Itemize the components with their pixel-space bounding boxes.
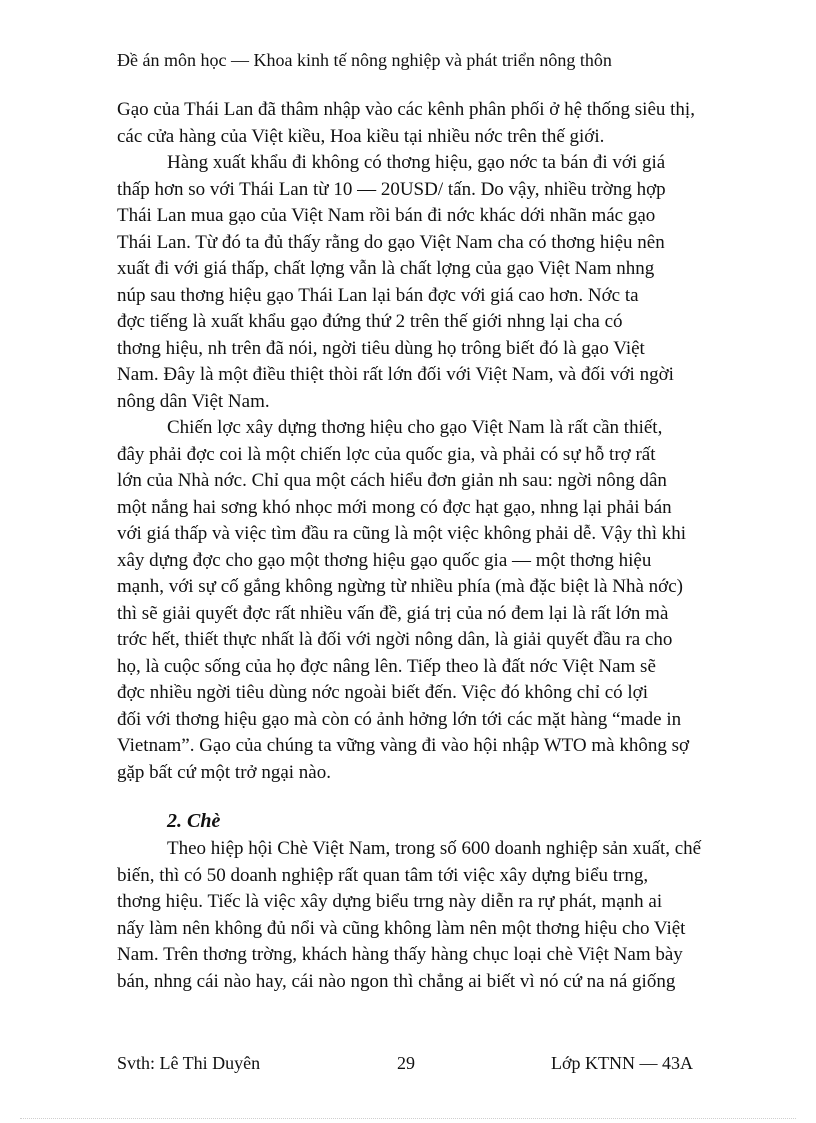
text-line: nông dân Việt Nam. <box>117 390 270 412</box>
text-line: họ, là cuộc sống của họ đợc nâng lên. Tiếp theo là đất nớc Việt Nam sẽ <box>117 655 656 677</box>
text-line: thơng hiệu, nh trên đã nói, ngời tiêu dùng họ trông biết đó là gạo Việt <box>117 337 645 359</box>
section-heading: 2. Chè <box>167 810 221 832</box>
text-line: các cửa hàng của Việt kiều, Hoa kiều tại nhiều nớc trên thế giới. <box>117 125 605 147</box>
text-line: Gạo của Thái Lan đã thâm nhập vào các kênh phân phối ở hệ thống siêu thị, <box>117 99 695 120</box>
text-line: thì sẽ giải quyết đợc rất nhiều vấn đề, giá trị của nó đem lại là rất lớn mà <box>117 602 669 624</box>
paragraph-2 <box>117 150 700 415</box>
text-line: nấy làm nên không đủ nổi và cũng không làm nên một thơng hiệu cho Việt <box>117 917 686 939</box>
text-line: trớc hết, thiết thực nhất là đối với ngời nông dân, là giải quyết đầu ra cho <box>117 629 673 650</box>
text-line: xây dựng đợc cho gạo một thơng hiệu gạo quốc gia — một thơng hiệu <box>117 549 652 571</box>
text-line: Nam. Đây là một điều thiệt thòi rất lớn đối với Việt Nam, và đối với ngời <box>117 364 674 385</box>
footer-class: Lớp KTNN — 43A <box>551 1053 694 1073</box>
paragraph-1 <box>117 97 700 150</box>
running-header: Đề án môn học — Khoa kinh tế nông nghiệp và phát triển nông thôn <box>117 50 612 70</box>
text-line: bán, nhng cái nào hay, cái nào ngon thì chẳng ai biết vì nó cứ na ná giống <box>117 970 676 992</box>
text-line: thơng hiệu. Tiếc là việc xây dựng biểu trng này diễn ra rự phát, mạnh ai <box>117 891 663 912</box>
text-line: biến, thì có 50 doanh nghiệp rất quan tâm tới việc xây dựng biểu trng, <box>117 864 649 886</box>
paragraph-4 <box>117 836 700 995</box>
text-line: một nắng hai sơng khó nhọc mới mong có đợc hạt gạo, nhng lại phải bán <box>117 496 672 518</box>
text-line: gặp bất cứ một trở ngại nào. <box>117 761 331 783</box>
text-line: với giá thấp và việc tìm đầu ra cũng là một việc không phải dễ. Vậy thì khi <box>117 523 686 544</box>
page-body <box>117 97 700 995</box>
text-line: xuất đi với giá thấp, chất lợng vẫn là chất lợng của gạo Việt Nam nhng <box>117 258 655 279</box>
text-line: Thái Lan. Từ đó ta đủ thấy rằng do gạo Việt Nam cha có thơng hiệu nên <box>117 231 665 253</box>
text-line: đợc nhiều ngời tiêu dùng nớc ngoài biết đến. Việc đó không chỉ có lợi <box>117 682 649 703</box>
text-line: đây phải đợc coi là một chiến lợc của quốc gia, và phải có sự hỗ trợ rất <box>117 443 656 465</box>
text-line: thấp hơn so với Thái Lan từ 10 — 20USD/ tấn. Do vậy, nhiều trờng hợp <box>117 178 666 200</box>
text-line: Vietnam”. Gạo của chúng ta vững vàng đi vào hội nhập WTO mà không sợ <box>117 735 690 756</box>
text-line: Hàng xuất khẩu đi không có thơng hiệu, gạo nớc ta bán đi với giá <box>167 152 666 173</box>
paragraph-3 <box>117 415 700 786</box>
footer-student: Svth: Lê Thi Duyên <box>117 1053 261 1073</box>
text-line: mạnh, với sự cố gắng không ngừng từ nhiều phía (mà đặc biệt là Nhà nớc) <box>117 576 683 597</box>
text-line: đợc tiếng là xuất khẩu gạo đứng thứ 2 trên thế giới nhng lại cha có <box>117 311 623 332</box>
text-line: lớn của Nhà nớc. Chỉ qua một cách hiểu đơn giản nh sau: ngời nông dân <box>117 470 667 491</box>
text-line: Chiến lợc xây dựng thơng hiệu cho gạo Việt Nam là rất cần thiết, <box>167 417 663 438</box>
text-line: Theo hiệp hội Chè Việt Nam, trong số 600 doanh nghiệp sản xuất, chế <box>167 838 702 859</box>
page-number: 29 <box>397 1053 415 1073</box>
text-line: Thái Lan mua gạo của Việt Nam rồi bán đi nớc khác dới nhãn mác gạo <box>117 205 656 226</box>
text-line: núp sau thơng hiệu gạo Thái Lan lại bán đợc với giá cao hơn. Nớc ta <box>117 284 639 306</box>
page-edge-divider <box>20 1118 796 1119</box>
text-line: Nam. Trên thơng trờng, khách hàng thấy hàng chục loại chè Việt Nam bày <box>117 944 683 965</box>
text-line: đối với thơng hiệu gạo mà còn có ảnh hởng lớn tới các mặt hàng “made in <box>117 708 682 730</box>
